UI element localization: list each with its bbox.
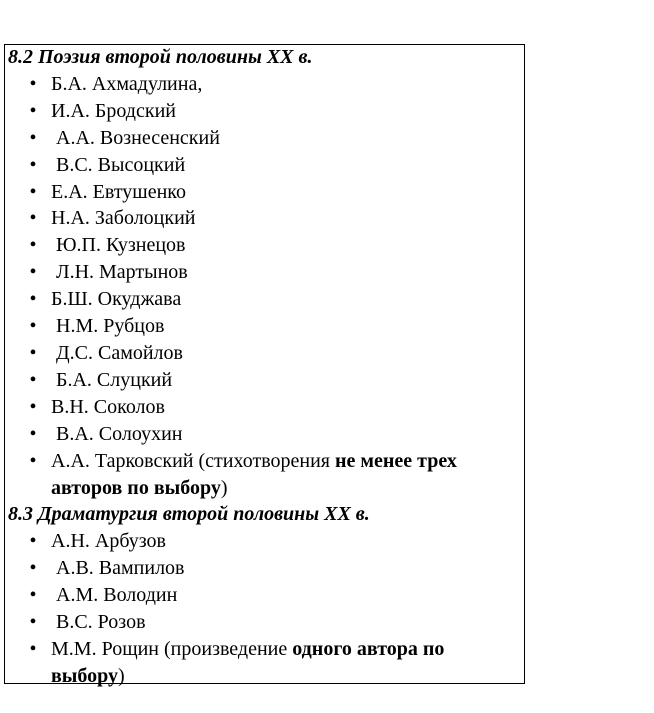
section-heading-drama: 8.3 Драматургия второй половины XX в. — [8, 503, 370, 526]
list-item: • Д.С. Самойлов — [8, 340, 523, 367]
list-item: • Н.М. Рубцов — [8, 313, 523, 340]
bullet-icon — [29, 205, 37, 232]
list-item: • Л.Н. Мартынов — [8, 259, 523, 286]
selection-note: не менее трех авторов по выбору — [51, 449, 457, 499]
document-content — [8, 44, 523, 690]
list-item: • А.А. Вознесенский — [8, 125, 523, 152]
playwrights-list — [8, 528, 523, 689]
list-item: • Б.Ш. Окуджава — [8, 286, 523, 313]
bullet-icon — [29, 125, 37, 152]
bullet-icon — [29, 259, 37, 286]
bullet-icon — [29, 609, 37, 636]
bullet-icon — [29, 582, 37, 609]
list-item: • Б.А. Слуцкий — [8, 367, 523, 394]
bullet-icon — [29, 179, 37, 206]
list-item: • И.А. Бродский — [8, 98, 523, 125]
bullet-icon — [29, 152, 37, 179]
list-item: • Н.А. Заболоцкий — [8, 205, 523, 232]
list-item: • В.Н. Соколов — [8, 394, 523, 421]
list-item: • Б.А. Ахмадулина, — [8, 71, 523, 98]
list-item: • А.Н. Арбузов — [8, 528, 523, 555]
bullet-icon — [29, 448, 37, 475]
list-item: • В.С. Розов — [8, 609, 523, 636]
bullet-icon — [29, 394, 37, 421]
bullet-icon — [29, 528, 37, 555]
bullet-icon — [29, 313, 37, 340]
list-item: • А.В. Вампилов — [8, 555, 523, 582]
bullet-icon — [29, 98, 37, 125]
list-item: • А.А. Тарковский (стихотворения не менее трех авторов по выбору) — [8, 448, 523, 502]
section-heading-poetry: 8.2 Поэзия второй половины XX в. — [8, 46, 313, 68]
bullet-icon — [29, 367, 37, 394]
bullet-icon — [29, 636, 37, 663]
bullet-icon — [29, 555, 37, 582]
bullet-icon — [29, 232, 37, 259]
list-item: • В.С. Высоцкий — [8, 152, 523, 179]
poets-list — [8, 71, 523, 502]
selection-note: одного автора по выбору — [51, 637, 445, 687]
list-item: • М.М. Рощин (произведение одного автора по выбору) — [8, 636, 523, 690]
bullet-icon — [29, 286, 37, 313]
list-item: • Ю.П. Кузнецов — [8, 232, 523, 259]
list-item: • Е.А. Евтушенко — [8, 179, 523, 206]
list-item: • В.А. Солоухин — [8, 421, 523, 448]
list-item: • А.М. Володин — [8, 582, 523, 609]
bullet-icon — [29, 71, 37, 98]
bullet-icon — [29, 340, 37, 367]
bullet-icon — [29, 421, 37, 448]
